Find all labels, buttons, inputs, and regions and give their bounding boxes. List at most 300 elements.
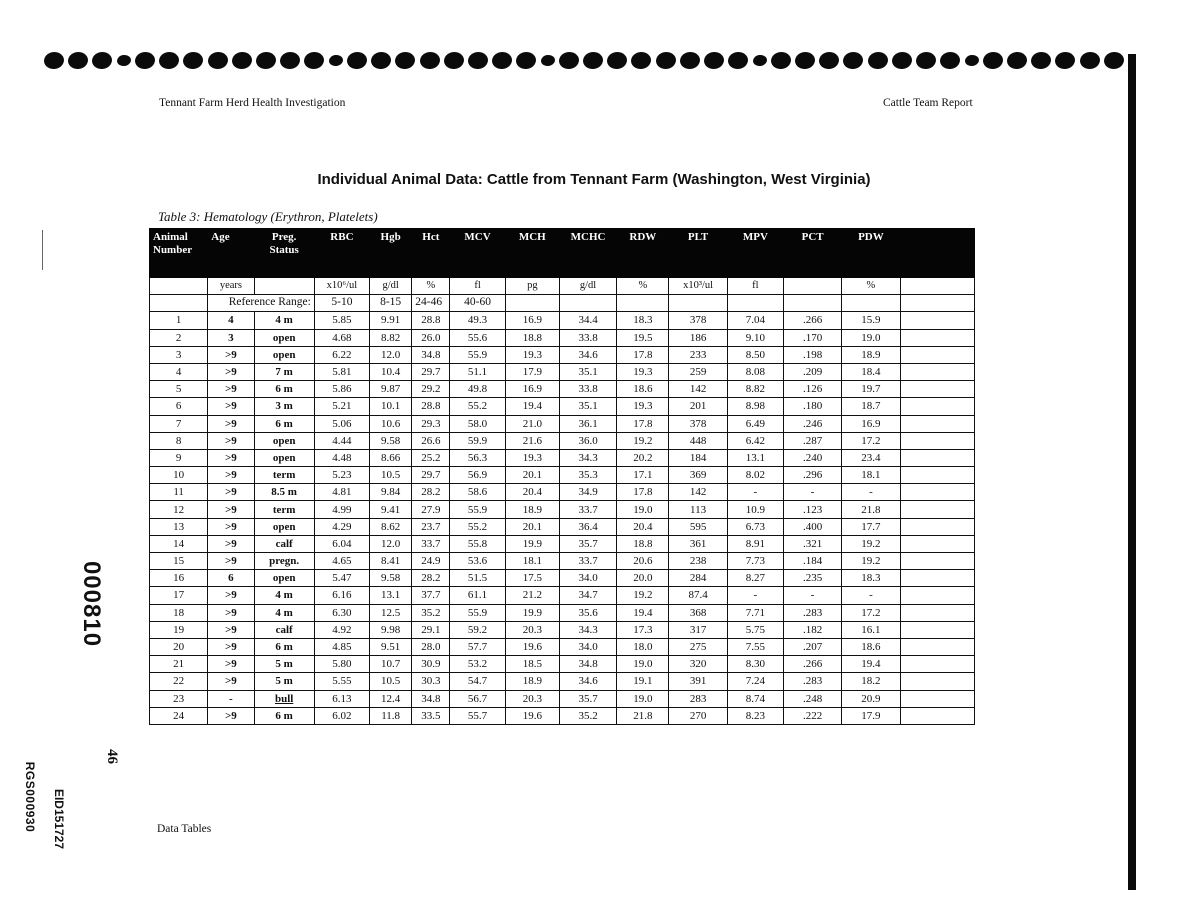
reference-range-row xyxy=(150,295,975,312)
ref-empty xyxy=(900,295,974,312)
punch-dot xyxy=(752,54,767,67)
table-cell: 5.47 xyxy=(314,570,369,587)
table-cell: 19.2 xyxy=(842,553,900,570)
table-cell: 368 xyxy=(669,604,727,621)
table-cell: 10.5 xyxy=(370,467,412,484)
table-cell: 16 xyxy=(150,570,208,587)
table-cell: 142 xyxy=(669,484,727,501)
table-cell: 19.3 xyxy=(617,363,669,380)
table-cell: 259 xyxy=(669,363,727,380)
table-cell: 4 m xyxy=(254,312,314,329)
table-cell: 283 xyxy=(669,690,727,707)
punch-dot xyxy=(370,50,392,70)
table-cell: 36.0 xyxy=(559,432,616,449)
table-caption: Table 3: Hematology (Erythron, Platelets) xyxy=(158,209,378,224)
table-cell: 4.65 xyxy=(314,553,369,570)
table-cell: .283 xyxy=(784,604,842,621)
table-cell: 55.8 xyxy=(450,535,505,552)
table-cell: 18.1 xyxy=(505,553,559,570)
ref-empty xyxy=(559,295,616,312)
punch-dot xyxy=(842,50,864,70)
punch-dot xyxy=(279,50,301,70)
table-cell xyxy=(900,673,974,690)
table-cell: 142 xyxy=(669,381,727,398)
table-cell: 19.4 xyxy=(505,398,559,415)
table-cell: - xyxy=(784,587,842,604)
table-cell: 8.50 xyxy=(727,346,783,363)
punch-dot xyxy=(606,50,628,70)
col-rdw: RDW xyxy=(617,229,669,278)
table-row xyxy=(150,535,975,552)
table-cell: 28.8 xyxy=(412,312,450,329)
col-pdw: PDW xyxy=(842,229,900,278)
table-cell: >9 xyxy=(208,621,254,638)
table-cell: 5.86 xyxy=(314,381,369,398)
table-cell: 34.8 xyxy=(412,690,450,707)
table-row xyxy=(150,587,975,604)
table-row xyxy=(150,621,975,638)
table-row xyxy=(150,329,975,346)
punch-dot xyxy=(630,50,652,70)
table-cell: 7.24 xyxy=(727,673,783,690)
table-cell: 59.9 xyxy=(450,432,505,449)
table-cell: 18.6 xyxy=(617,381,669,398)
table-cell: 19.0 xyxy=(617,501,669,518)
table-cell: >9 xyxy=(208,518,254,535)
table-cell: >9 xyxy=(208,673,254,690)
punch-dot xyxy=(443,50,465,70)
table-cell: 8.66 xyxy=(370,449,412,466)
punch-dot xyxy=(394,50,416,70)
table-cell: 28.0 xyxy=(412,638,450,655)
table-cell: 55.9 xyxy=(450,604,505,621)
table-cell: 5.75 xyxy=(727,621,783,638)
table-cell xyxy=(900,518,974,535)
table-cell: .287 xyxy=(784,432,842,449)
table-cell: .182 xyxy=(784,621,842,638)
col-animal-number: Animal Number xyxy=(150,229,208,278)
table-cell: 58.0 xyxy=(450,415,505,432)
ref-hgb: 8-15 xyxy=(370,295,412,312)
table-cell: 19 xyxy=(150,621,208,638)
table-cell: 16.9 xyxy=(842,415,900,432)
punch-dot xyxy=(231,50,253,70)
col-preg-status: Preg. Status xyxy=(254,229,314,278)
table-cell: 5.81 xyxy=(314,363,369,380)
table-cell: .209 xyxy=(784,363,842,380)
table-cell: 4.85 xyxy=(314,638,369,655)
table-cell: 284 xyxy=(669,570,727,587)
table-row xyxy=(150,432,975,449)
table-cell: 5.55 xyxy=(314,673,369,690)
table-cell: open xyxy=(254,518,314,535)
table-cell: 33.7 xyxy=(559,553,616,570)
table-cell: 186 xyxy=(669,329,727,346)
table-cell: 23.7 xyxy=(412,518,450,535)
table-cell: 29.2 xyxy=(412,381,450,398)
table-cell: calf xyxy=(254,535,314,552)
unit-cell: years xyxy=(208,278,254,295)
table-cell: 4.29 xyxy=(314,518,369,535)
punch-dot xyxy=(540,54,555,67)
table-cell: 35.2 xyxy=(412,604,450,621)
table-cell: 21.6 xyxy=(505,432,559,449)
table-cell: 7 m xyxy=(254,363,314,380)
table-cell xyxy=(900,467,974,484)
table-cell: 6 m xyxy=(254,381,314,398)
table-cell: >9 xyxy=(208,415,254,432)
table-cell: 9.10 xyxy=(727,329,783,346)
table-cell: 49.8 xyxy=(450,381,505,398)
table-cell: .248 xyxy=(784,690,842,707)
table-cell: .283 xyxy=(784,673,842,690)
ref-empty xyxy=(784,295,842,312)
punch-dot xyxy=(491,50,513,70)
punch-dot xyxy=(67,50,89,70)
table-cell: .180 xyxy=(784,398,842,415)
table-row xyxy=(150,501,975,518)
table-cell: 18.7 xyxy=(842,398,900,415)
table-cell: 317 xyxy=(669,621,727,638)
table-cell: 113 xyxy=(669,501,727,518)
punch-dot xyxy=(891,50,913,70)
table-cell: 5 m xyxy=(254,656,314,673)
unit-cell: g/dl xyxy=(559,278,616,295)
punch-dot xyxy=(116,54,131,67)
table-cell: 29.3 xyxy=(412,415,450,432)
table-cell: .207 xyxy=(784,638,842,655)
table-cell: - xyxy=(727,484,783,501)
table-cell: 9.58 xyxy=(370,432,412,449)
punch-dot xyxy=(915,50,937,70)
table-cell: .266 xyxy=(784,656,842,673)
table-cell: 34.8 xyxy=(559,656,616,673)
table-cell xyxy=(900,535,974,552)
punch-dot xyxy=(206,50,228,70)
table-cell: 21.8 xyxy=(617,707,669,724)
table-cell: 19.5 xyxy=(617,329,669,346)
table-cell: 10.9 xyxy=(727,501,783,518)
table-cell: 6 m xyxy=(254,638,314,655)
punch-hole-dots xyxy=(44,44,1124,76)
table-cell: 17.5 xyxy=(505,570,559,587)
table-cell: 6.49 xyxy=(727,415,783,432)
table-cell: 21.8 xyxy=(842,501,900,518)
table-cell: 4.48 xyxy=(314,449,369,466)
table-cell: 34.7 xyxy=(559,587,616,604)
table-cell: 19.2 xyxy=(617,587,669,604)
table-cell: 8.82 xyxy=(370,329,412,346)
table-cell xyxy=(900,656,974,673)
unit-cell: fl xyxy=(450,278,505,295)
table-cell: .296 xyxy=(784,467,842,484)
table-row xyxy=(150,604,975,621)
table-row xyxy=(150,363,975,380)
table-cell: 238 xyxy=(669,553,727,570)
table-cell: 9.41 xyxy=(370,501,412,518)
ref-empty xyxy=(669,295,727,312)
punch-dot xyxy=(939,50,961,70)
table-cell: 21.2 xyxy=(505,587,559,604)
table-cell: 9.51 xyxy=(370,638,412,655)
punch-dot xyxy=(91,50,113,70)
table-cell: 4.99 xyxy=(314,501,369,518)
table-cell: 19.1 xyxy=(617,673,669,690)
table-cell: pregn. xyxy=(254,553,314,570)
table-cell: 184 xyxy=(669,449,727,466)
table-cell: 34.3 xyxy=(559,449,616,466)
table-cell: >9 xyxy=(208,381,254,398)
punch-dot xyxy=(43,50,65,70)
table-cell: 8.91 xyxy=(727,535,783,552)
punch-dot xyxy=(346,50,368,70)
table-cell xyxy=(900,707,974,724)
table-cell xyxy=(900,381,974,398)
table-cell: 4 xyxy=(208,312,254,329)
table-cell: 18.4 xyxy=(842,363,900,380)
table-row xyxy=(150,398,975,415)
table-cell: 19.4 xyxy=(842,656,900,673)
table-cell xyxy=(900,621,974,638)
table-cell: 34.0 xyxy=(559,570,616,587)
table-cell: 19.7 xyxy=(842,381,900,398)
table-cell: 58.6 xyxy=(450,484,505,501)
table-cell: 18.9 xyxy=(505,673,559,690)
table-cell: 6.30 xyxy=(314,604,369,621)
table-cell: 12.0 xyxy=(370,535,412,552)
header-right: Cattle Team Report xyxy=(883,97,973,109)
col-hct: Hct xyxy=(412,229,450,278)
table-cell: 12 xyxy=(150,501,208,518)
table-cell: 18.6 xyxy=(842,638,900,655)
table-cell xyxy=(900,432,974,449)
table-cell: 378 xyxy=(669,415,727,432)
table-cell xyxy=(900,398,974,415)
table-cell: 37.7 xyxy=(412,587,450,604)
table-cell: 55.7 xyxy=(450,707,505,724)
table-cell: 6.02 xyxy=(314,707,369,724)
table-cell: 20.2 xyxy=(617,449,669,466)
table-cell: 6 m xyxy=(254,707,314,724)
table-cell: 19.3 xyxy=(505,449,559,466)
ref-rbc: 5-10 xyxy=(314,295,369,312)
table-row xyxy=(150,553,975,570)
table-cell: 4.68 xyxy=(314,329,369,346)
table-cell: >9 xyxy=(208,656,254,673)
table-cell: 33.5 xyxy=(412,707,450,724)
table-row xyxy=(150,690,975,707)
table-cell: 55.2 xyxy=(450,518,505,535)
table-cell: >9 xyxy=(208,535,254,552)
table-cell: 13 xyxy=(150,518,208,535)
table-cell: 20.3 xyxy=(505,690,559,707)
table-cell xyxy=(900,604,974,621)
table-cell: 53.6 xyxy=(450,553,505,570)
table-cell xyxy=(900,363,974,380)
table-cell: 30.3 xyxy=(412,673,450,690)
table-cell: .222 xyxy=(784,707,842,724)
punch-dot xyxy=(467,50,489,70)
ref-empty xyxy=(505,295,559,312)
table-cell: 4.81 xyxy=(314,484,369,501)
punch-dot xyxy=(1054,50,1076,70)
table-cell: 10.5 xyxy=(370,673,412,690)
table-cell: 7.55 xyxy=(727,638,783,655)
table-cell: 20.6 xyxy=(617,553,669,570)
table-cell: 6.13 xyxy=(314,690,369,707)
table-cell: 20.1 xyxy=(505,518,559,535)
col-rbc: RBC xyxy=(314,229,369,278)
table-cell: 19.9 xyxy=(505,604,559,621)
table-cell: 8.41 xyxy=(370,553,412,570)
footer-label: Data Tables xyxy=(157,823,212,835)
table-cell: 34.8 xyxy=(412,346,450,363)
page-title: Individual Animal Data: Cattle from Tennant Farm (Washington, West Virginia) xyxy=(317,171,871,188)
punch-dot xyxy=(328,54,343,67)
table-cell: 17.2 xyxy=(842,604,900,621)
table-cell: 19.3 xyxy=(617,398,669,415)
table-row xyxy=(150,312,975,329)
col-mpv: MPV xyxy=(727,229,783,278)
punch-dot xyxy=(558,50,580,70)
ref-mcv: 40-60 xyxy=(450,295,505,312)
unit-cell xyxy=(150,278,208,295)
reference-range-label: Reference Range: xyxy=(208,295,315,312)
table-cell: 35.7 xyxy=(559,535,616,552)
col-blank xyxy=(900,229,974,278)
table-cell: 18 xyxy=(150,604,208,621)
table-cell: 7.73 xyxy=(727,553,783,570)
table-cell: 378 xyxy=(669,312,727,329)
table-cell: 17.3 xyxy=(617,621,669,638)
table-cell: 448 xyxy=(669,432,727,449)
table-cell: 8.23 xyxy=(727,707,783,724)
table-row xyxy=(150,707,975,724)
table-cell: .240 xyxy=(784,449,842,466)
table-cell xyxy=(900,449,974,466)
unit-cell xyxy=(254,278,314,295)
table-cell: 36.1 xyxy=(559,415,616,432)
table-cell: 9.84 xyxy=(370,484,412,501)
table-cell xyxy=(900,501,974,518)
table-cell: 61.1 xyxy=(450,587,505,604)
table-cell: 20.3 xyxy=(505,621,559,638)
table-cell: 19.2 xyxy=(617,432,669,449)
punch-dot xyxy=(1030,50,1052,70)
table-cell: 8.02 xyxy=(727,467,783,484)
punch-dot xyxy=(158,50,180,70)
table-cell: 8.62 xyxy=(370,518,412,535)
unit-cell: x10⁶/ul xyxy=(314,278,369,295)
table-cell: 33.8 xyxy=(559,329,616,346)
table-cell: 18.1 xyxy=(842,467,900,484)
unit-cell: fl xyxy=(727,278,783,295)
table-cell: >9 xyxy=(208,707,254,724)
unit-cell: % xyxy=(842,278,900,295)
table-row xyxy=(150,638,975,655)
table-cell: 6.73 xyxy=(727,518,783,535)
table-cell: 17.7 xyxy=(842,518,900,535)
punch-dot xyxy=(703,50,725,70)
table-cell: 13.1 xyxy=(370,587,412,604)
table-cell: - xyxy=(842,587,900,604)
table-cell: 5.06 xyxy=(314,415,369,432)
table-cell: open xyxy=(254,346,314,363)
table-cell: 19.9 xyxy=(505,535,559,552)
table-cell: 17.9 xyxy=(842,707,900,724)
table-cell: 19.6 xyxy=(505,638,559,655)
table-cell: 19.6 xyxy=(505,707,559,724)
table-cell: 34.6 xyxy=(559,673,616,690)
header-left: Tennant Farm Herd Health Investigation xyxy=(159,97,346,109)
table-cell: 55.9 xyxy=(450,346,505,363)
table-cell: 21.0 xyxy=(505,415,559,432)
table-row xyxy=(150,346,975,363)
table-cell: >9 xyxy=(208,346,254,363)
table-cell xyxy=(900,415,974,432)
table-cell: >9 xyxy=(208,638,254,655)
table-cell: >9 xyxy=(208,587,254,604)
table-cell: 18.8 xyxy=(505,329,559,346)
table-cell xyxy=(900,484,974,501)
table-cell: 320 xyxy=(669,656,727,673)
table-cell: 369 xyxy=(669,467,727,484)
table-cell: 87.4 xyxy=(669,587,727,604)
table-cell: >9 xyxy=(208,553,254,570)
unit-cell: % xyxy=(412,278,450,295)
table-cell: 9.98 xyxy=(370,621,412,638)
table-cell: 7 xyxy=(150,415,208,432)
table-cell: 29.1 xyxy=(412,621,450,638)
table-cell: 35.2 xyxy=(559,707,616,724)
table-cell: 5 m xyxy=(254,673,314,690)
table-cell: 3 xyxy=(208,329,254,346)
ref-empty xyxy=(842,295,900,312)
table-cell: .170 xyxy=(784,329,842,346)
table-cell: 30.9 xyxy=(412,656,450,673)
table-cell: 6 m xyxy=(254,415,314,432)
table-cell: .400 xyxy=(784,518,842,535)
table-cell: 18.5 xyxy=(505,656,559,673)
table-cell: 19.3 xyxy=(505,346,559,363)
table-cell: 35.7 xyxy=(559,690,616,707)
punch-dot xyxy=(770,50,792,70)
table-cell: term xyxy=(254,467,314,484)
table-cell: 275 xyxy=(669,638,727,655)
table-cell: 361 xyxy=(669,535,727,552)
table-cell: 19.0 xyxy=(617,656,669,673)
table-cell: 8.98 xyxy=(727,398,783,415)
table-cell xyxy=(900,553,974,570)
table-cell: 29.7 xyxy=(412,363,450,380)
punch-dot xyxy=(867,50,889,70)
table-cell: 53.2 xyxy=(450,656,505,673)
table-cell: .321 xyxy=(784,535,842,552)
table-cell xyxy=(900,587,974,604)
table-cell: 17 xyxy=(150,587,208,604)
table-cell: 6.22 xyxy=(314,346,369,363)
table-cell: .266 xyxy=(784,312,842,329)
table-row xyxy=(150,484,975,501)
table-cell: 33.7 xyxy=(559,501,616,518)
table-cell: 8.27 xyxy=(727,570,783,587)
punch-dot xyxy=(418,50,440,70)
punch-dot xyxy=(964,54,979,67)
table-cell: 34.0 xyxy=(559,638,616,655)
table-cell: 18.3 xyxy=(617,312,669,329)
ref-empty xyxy=(150,295,208,312)
table-cell: 19.4 xyxy=(617,604,669,621)
